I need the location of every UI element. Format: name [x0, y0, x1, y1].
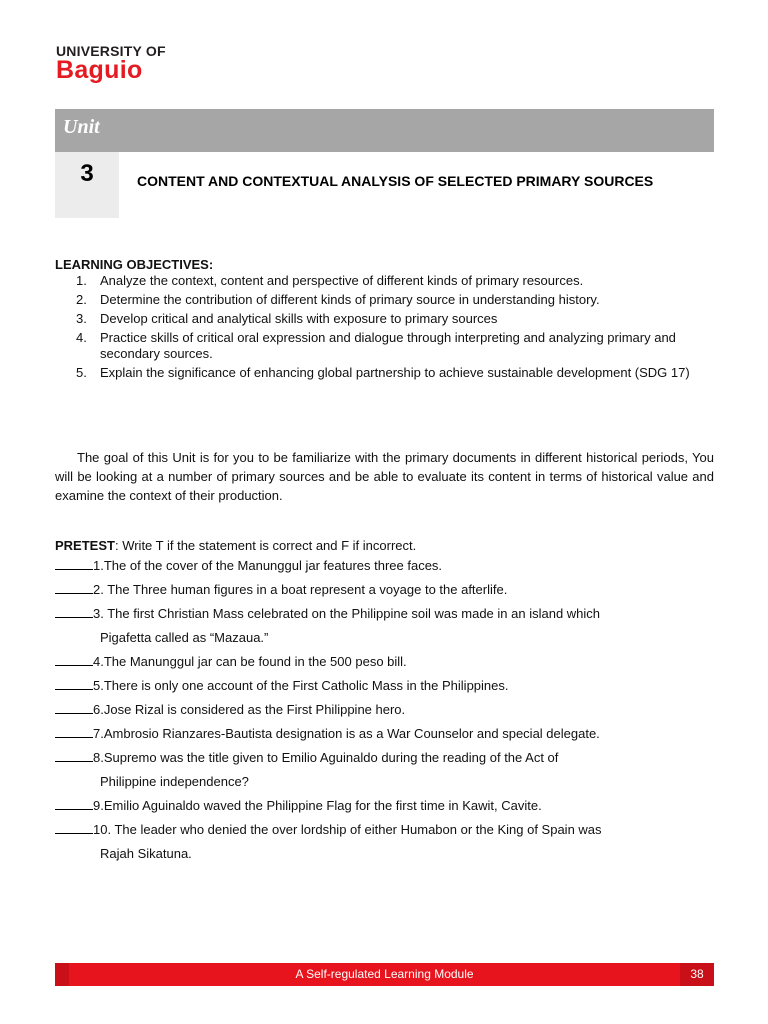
unit-number-box [55, 152, 119, 218]
pretest-label: PRETEST [55, 538, 115, 553]
pretest-heading [55, 538, 714, 558]
objective-item: 1. Analyze the context, content and perspective of different kinds of primary resources. [76, 273, 584, 288]
answer-blank[interactable] [55, 558, 93, 570]
unit-number: 3 [80, 160, 94, 187]
answer-blank[interactable] [55, 822, 93, 834]
learning-objectives-heading: LEARNING OBJECTIVES: [55, 257, 214, 272]
footer-title: A Self-regulated Learning Module [295, 967, 474, 981]
answer-blank[interactable] [55, 582, 93, 594]
pretest-instruction: : Write T if the statement is correct and F if incorrect. [114, 538, 417, 553]
answer-blank[interactable] [55, 678, 93, 690]
logo-line-1: UNIVERSITY OF [56, 43, 166, 59]
objective-item: 4. Practice skills of critical oral expression and dialogue through interpreting and analyzing primary and secondary sources. [76, 330, 676, 361]
objective-item: 5. Explain the significance of enhancing global partnership to achieve sustainable development (SDG 17) [76, 365, 690, 380]
answer-blank[interactable] [55, 702, 93, 714]
pretest-question: 9.Emilio Aguinaldo waved the Philippine Flag for the first time in Kawit, Cavite. [55, 798, 714, 814]
university-logo [56, 44, 166, 83]
objective-item: 3. Develop critical and analytical skills with exposure to primary sources [76, 311, 498, 326]
pretest-question: 1.The of the cover of the Manunggul jar features three faces. [55, 558, 714, 574]
pretest-question: 10. The leader who denied the over lordship of either Humabon or the King of Spain was Rajah Sikatuna. [55, 822, 714, 862]
objective-item: 2. Determine the contribution of different kinds of primary source in understanding history. [76, 292, 600, 307]
pretest-question: 4.The Manunggul jar can be found in the 500 peso bill. [55, 654, 714, 670]
pretest-question: 2. The Three human figures in a boat represent a voyage to the afterlife. [55, 582, 714, 598]
unit-label: Unit [63, 116, 100, 138]
answer-blank[interactable] [55, 606, 93, 618]
footer-bar [55, 963, 714, 986]
pretest-question: 5.There is only one account of the First Catholic Mass in the Philippines. [55, 678, 714, 694]
answer-blank[interactable] [55, 750, 93, 762]
intro-paragraph: The goal of this Unit is for you to be familiarize with the primary documents in different historical periods, You will be looking at a number of primary sources and be able to evaluate its content in terms of historical value and examine the context of their production. [55, 450, 714, 503]
learning-objectives-list [76, 273, 716, 384]
answer-blank[interactable] [55, 654, 93, 666]
pretest-section [55, 538, 714, 870]
page-number: 38 [690, 967, 704, 981]
logo-line-2: Baguio [56, 56, 143, 84]
unit-header-bar [55, 109, 714, 152]
answer-blank[interactable] [55, 798, 93, 810]
answer-blank[interactable] [55, 726, 93, 738]
page-number-box [680, 963, 714, 986]
pretest-question: 6.Jose Rizal is considered as the First Philippine hero. [55, 702, 714, 718]
pretest-question: 7.Ambrosio Rianzares-Bautista designation is as a War Counselor and special delegate. [55, 726, 714, 742]
pretest-question: 8.Supremo was the title given to Emilio Aguinaldo during the reading of the Act of Philippine independence? [55, 750, 714, 790]
unit-title: CONTENT AND CONTEXTUAL ANALYSIS OF SELECTED PRIMARY SOURCES [137, 173, 654, 189]
pretest-question: 3. The first Christian Mass celebrated on the Philippine soil was made in an island which Pigafetta called as “Mazaua.” [55, 606, 714, 646]
